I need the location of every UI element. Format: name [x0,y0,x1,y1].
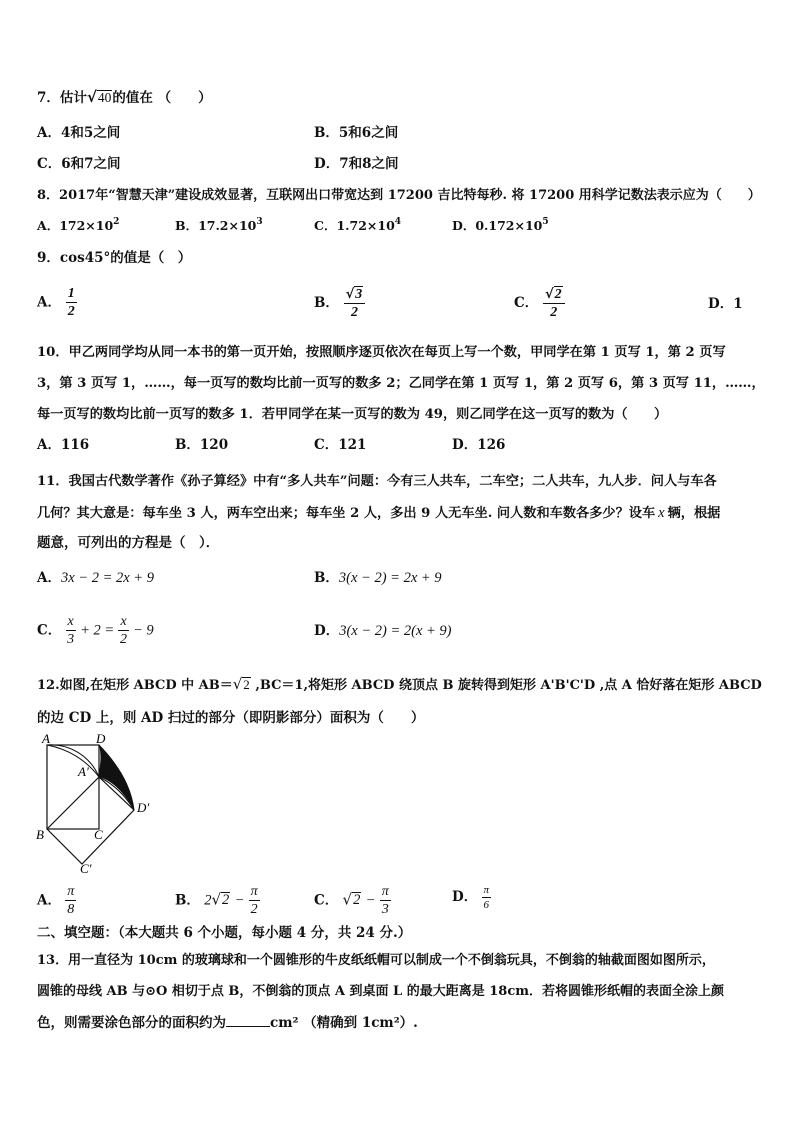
label-d-prime: D′ [137,800,150,815]
sqrt-symbol: √ [86,88,97,106]
q13-line-1: 13．用一直径为 10cm 的玻璃球和一个圆锥形的牛皮纸纸帽可以制成一个不倒翁玩具，不倒翁的轴截面图如图所示， [37,953,715,968]
q12-option-b: B． 2√2 − $\frac{\pi}{2}$ [175,884,258,918]
label-b: B [36,827,44,842]
q8-option-c [314,217,402,233]
q7-stem-post: 的值在 （ ） [112,90,212,106]
q11-a-equation: 3x − 2 = 2x + 9 [60,570,154,586]
rectangle-abcd [47,745,99,829]
q11-c-frac-2: $\frac{x}{2}$ [120,614,128,648]
segment-ba-prime [47,777,99,829]
q11-line-2: 几何？其大意是：每车坐 3 人，两车空出来；每车坐 2 人，多出 9 人无车坐. 问人数和车数各多少？设车 x 辆，根据 [37,505,721,521]
q7-option-d: D．7和8之间 [314,156,399,172]
q7-option-b: B．5和6之间 [314,125,399,141]
question-8: 8．2017年“智慧天津”建设成效显著，互联网出口带宽达到 17200 吉比特每秒. 将 17200 用科学记数法表示应为（ ） [37,188,761,203]
q13-line-3: 色，则需要涂色部分的面积约为 cm² （精确到 1cm²）. [37,1015,418,1031]
q7-option-c: C．6和7之间 [37,156,121,172]
q8-a-exp: 2 [113,217,120,227]
label-d: D [96,732,106,746]
q10-option-c: C．121 [314,437,367,453]
shaded-region [99,745,134,810]
q11-c-frac-1: $\frac{x}{3}$ [67,614,75,648]
q8-d-base: D．0.172×10 [452,218,543,233]
q8-option-b [175,217,263,233]
q8-b-exp: 3 [256,217,263,227]
q8-b-base: B．17.2×10 [175,218,257,233]
answer-blank[interactable] [226,1016,270,1027]
q11-option-c: C． $\frac{x}{3}$ + 2 = $\frac{x}{2}$ − 9 [37,614,154,648]
q8-option-d [452,217,549,233]
q11-option-d: D．3(x − 2) = 2(x + 9) [314,623,452,639]
q8-a-base: A．172×10 [37,218,114,233]
q8-d-exp: 5 [542,217,549,227]
q7-option-a: A．4和5之间 [37,125,121,141]
q8-c-base: C．1.72×10 [314,218,395,233]
q11-b-equation: 3(x − 2) = 2x + 9 [338,570,442,586]
q13-line-2: 圆锥的母线 AB 与⊙O 相切于点 B，不倒翁的顶点 A 到桌面 L 的最大距离是 18cm．若将圆锥形纸帽的表面全涂上颜 [37,984,725,999]
q10-line-3: 每一页写的数均比前一页写的数多 1．若甲同学在某一页写的数为 49，则乙同学在这一页写的数为（ ） [37,407,668,422]
q9-b-label: B． [314,294,339,311]
q8-c-exp: 4 [394,217,402,227]
q12-option-d: D． $\frac{\pi}{6}$ [452,884,490,912]
q12-line-1: 12.如图,在矩形 ABCD 中 AB＝√2 ,BC＝1,将矩形 ABCD 绕顶点 B 旋转得到矩形 A'B'C'D ,点 A 恰好落在矩形 ABCD [37,675,762,693]
q9-c-fraction: $\frac{√2}{2}$ [543,286,565,321]
label-a: A [42,732,50,746]
rotated-rectangle-figure [30,732,160,878]
q11-d-equation: 3(x − 2) = 2(x + 9) [339,623,452,639]
question-7 [37,90,212,106]
q12-option-c: C． √2 − $\frac{\pi}{3}$ [314,884,389,918]
q7-radicand: 40 [97,90,112,105]
q9-option-b [314,286,365,321]
q10-option-d: D．126 [452,437,506,453]
q10-option-a: A．116 [37,437,90,453]
q9-a-label: A． [37,294,61,311]
q7-stem-pre: 7．估计 [37,90,87,106]
q9-a-fraction: $\frac{1}{2}$ [67,286,75,320]
q12-line-2: 的边 CD 上，则 AD 扫过的部分（即阴影部分）面积为（ ） [37,710,425,726]
q11-variable-x: x [658,505,665,521]
q12-option-a: A． $\frac{\pi}{8}$ [37,884,75,918]
label-a-prime: A′ [78,764,89,779]
q8-option-a [37,217,120,233]
label-c-prime: C′ [80,861,92,876]
label-c: C [94,827,103,842]
q9-option-c [514,286,565,321]
q9-b-fraction: $\frac{√3}{2}$ [344,286,366,321]
q11-option-a: A．3x − 2 = 2x + 9 [37,570,154,586]
q10-line-1: 10．甲乙两同学均从同一本书的第一页开始，按照顺序逐页依次在每页上写一个数，甲同学在第 1 页写 1，第 2 页写 [37,345,726,360]
section-2-title: 二、填空题：（本大题共 6 个小题，每小题 4 分，共 24 分.） [37,925,412,941]
q11-option-b: B．3(x − 2) = 2x + 9 [314,570,442,586]
q11-line-3: 题意，可列出的方程是（ ）． [37,535,220,551]
q10-option-b: B．120 [175,437,229,453]
q9-option-d: D．1 [708,296,743,312]
question-9: 9．cos45°的值是（ ） [37,250,192,266]
q9-c-label: C． [514,294,539,311]
q10-line-2: 3，第 3 页写 1，……，每一页写的数均比前一页写的数多 2；乙同学在第 1 页写 1，第 2 页写 6，第 3 页写 11，……， [37,376,765,391]
q9-option-a [37,286,77,320]
q11-line-1: 11．我国古代数学著作《孙子算经》中有“多人共车”问题：今有三人共车，二车空；二人共车，九人步．问人与车各 [37,474,717,489]
